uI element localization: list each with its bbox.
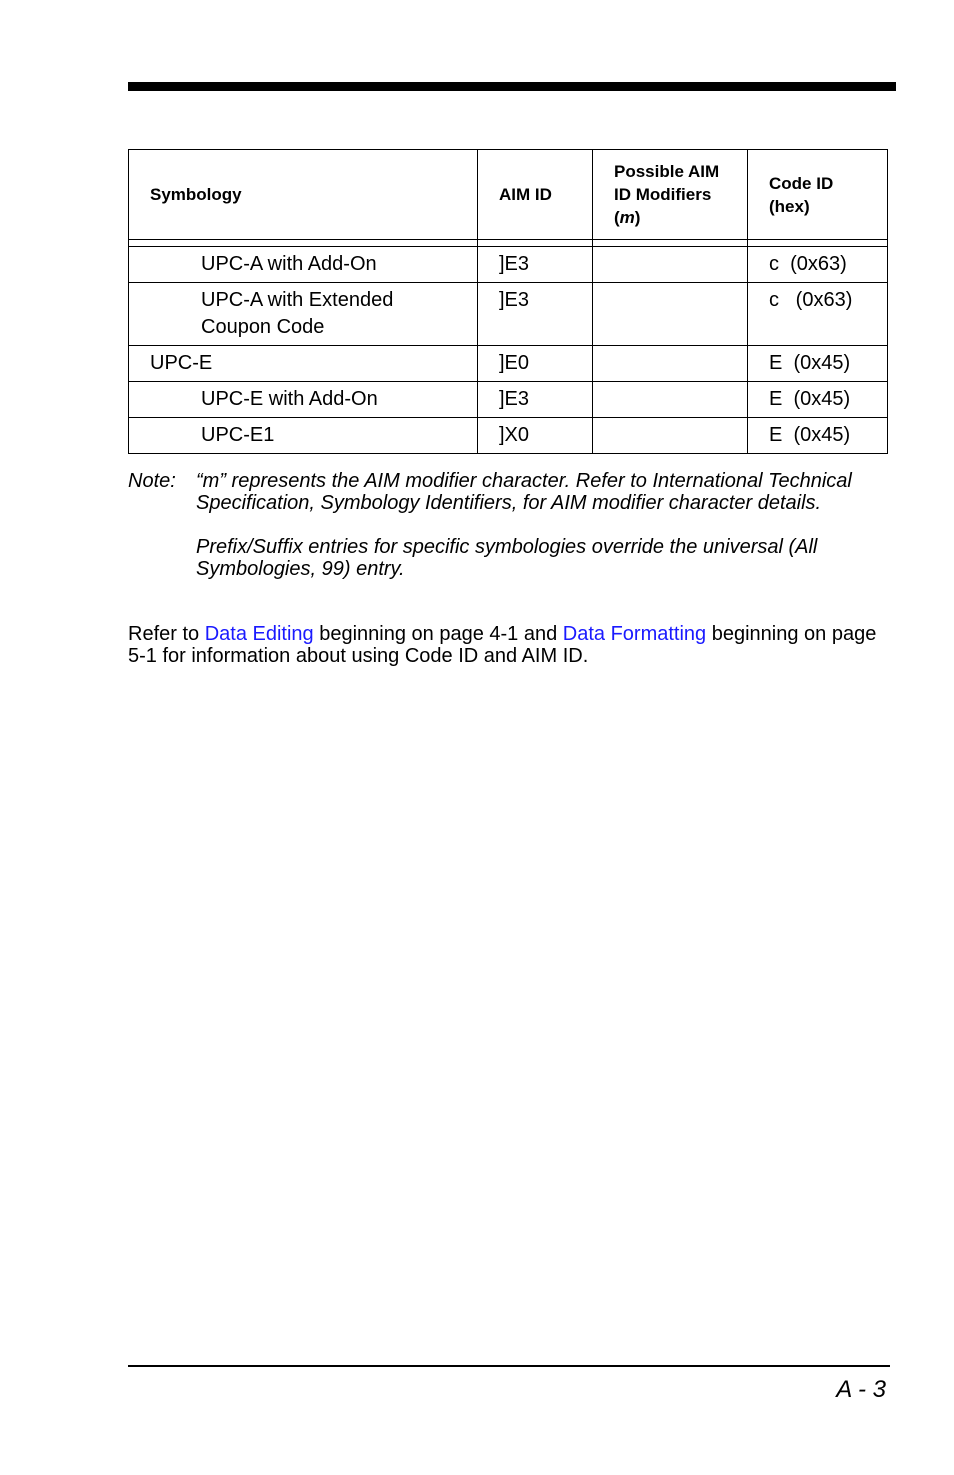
modifiers-cell: [593, 418, 747, 426]
table-row: [129, 418, 888, 454]
aim-id-cell: ]E3: [499, 289, 530, 311]
code-id-cell: E (0x45): [769, 424, 851, 446]
table-row: [129, 346, 888, 382]
header-modifiers: Possible AIM ID Modifiers (m): [593, 150, 748, 240]
modifiers-cell: [593, 346, 747, 354]
header-code-id: Code ID (hex): [748, 150, 888, 240]
code-id-cell: E (0x45): [769, 388, 851, 410]
symbology-cell: UPC-A with Add-On: [201, 253, 377, 275]
modifiers-cell: [593, 283, 747, 291]
modifiers-cell: [593, 382, 747, 390]
header-aim-id: AIM ID: [478, 150, 593, 240]
header-separator: [129, 240, 888, 247]
table-row: [129, 382, 888, 418]
note-paragraph: “m” represents the AIM modifier character. Refer to International Technical Specification, Symbology Identifiers, for AIM modifier character details.: [196, 470, 852, 514]
code-id-cell: c (0x63): [769, 289, 853, 311]
reference-paragraph: Refer to Data Editing beginning on page 4-1 and Data Formatting beginning on page 5-1 for information about using Code ID and AIM ID.: [128, 623, 877, 667]
data-formatting-link[interactable]: Data Formatting: [562, 623, 707, 645]
note-paragraph: Prefix/Suffix entries for specific symbologies override the universal (All Symbologies, 99) entry.: [196, 536, 818, 580]
symbology-cell: UPC-E1: [201, 424, 275, 446]
code-id-cell: c (0x63): [769, 253, 847, 275]
aim-id-cell: ]E0: [499, 352, 530, 374]
code-id-cell: E (0x45): [769, 352, 851, 374]
aim-id-cell: ]X0: [499, 424, 530, 446]
table-row: [129, 247, 888, 283]
aim-id-cell: ]E3: [499, 253, 530, 275]
data-editing-link[interactable]: Data Editing: [204, 623, 314, 645]
header-rule: [128, 82, 896, 91]
symbology-cell: UPC-A with Extended Coupon Code: [201, 289, 394, 338]
page-number: A - 3: [836, 1376, 886, 1403]
symbology-cell: UPC-E: [150, 352, 213, 374]
header-symbology: Symbology: [129, 150, 478, 240]
aim-id-table: [128, 149, 888, 454]
table-header-row: [129, 150, 888, 240]
note-label: Note:: [128, 470, 176, 492]
modifiers-cell: [593, 247, 747, 255]
symbology-cell: UPC-E with Add-On: [201, 388, 378, 410]
table-row: [129, 283, 888, 346]
footer-rule: [128, 1365, 890, 1367]
aim-id-cell: ]E3: [499, 388, 530, 410]
note-block: [128, 470, 898, 602]
